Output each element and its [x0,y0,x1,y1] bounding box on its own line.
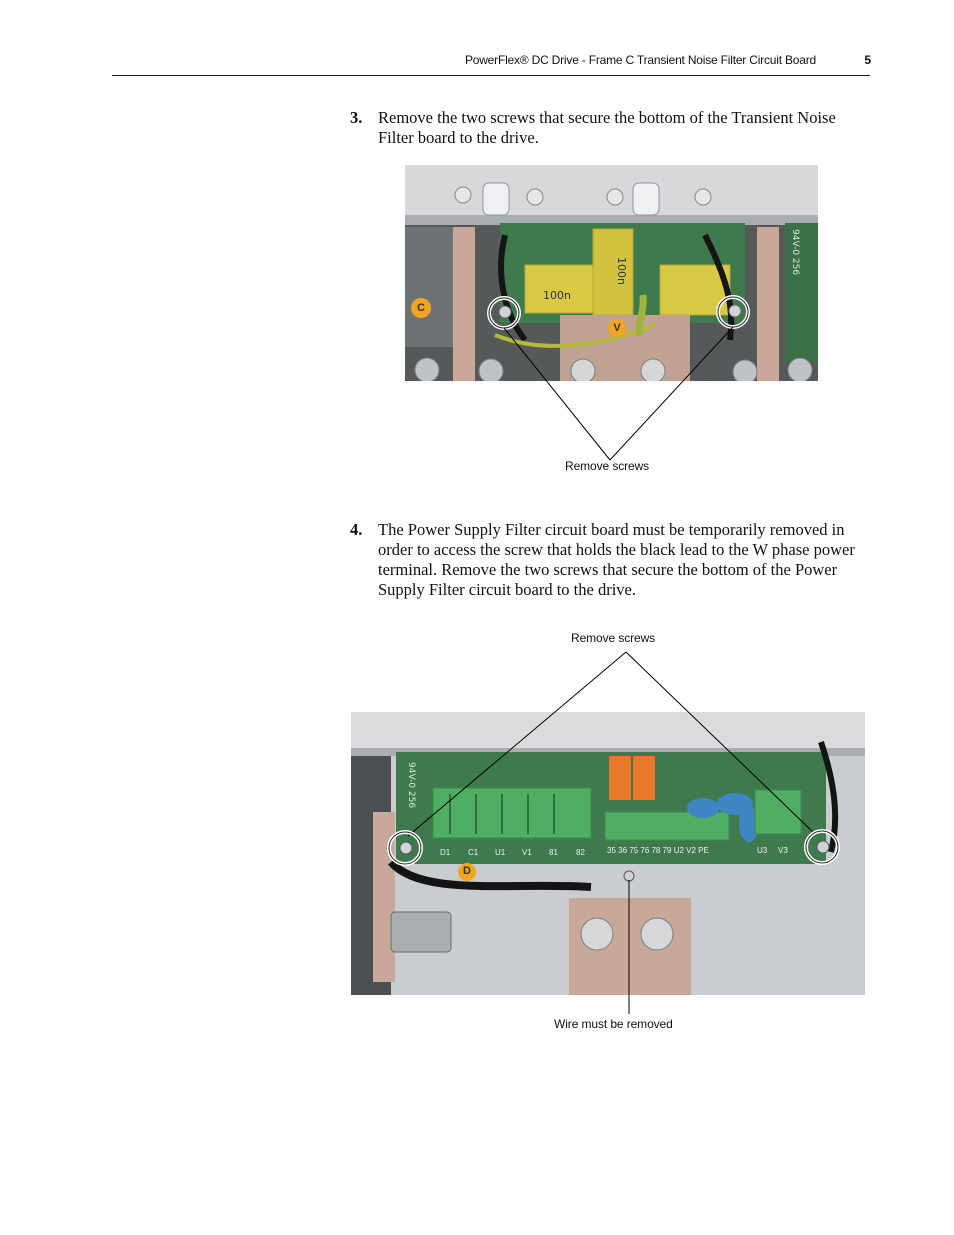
terminal-label: C1 [468,848,479,857]
step-text: The Power Supply Filter circuit board must be temporarily removed in order to access the screw that holds the black lead to the W phase power terminal. Remove the two screws that secure the bottom of the Power Supply Filter circuit board to the drive. [378,520,855,599]
terminal-label: 81 [549,848,558,857]
badge-v: V [613,322,621,334]
step-number: 4. [350,520,363,539]
transient-noise-filter-photo [405,165,818,381]
badge-c: C [417,302,425,314]
running-header-title: PowerFlex® DC Drive - Frame C Transient Noise Filter Circuit Board [464,53,816,67]
terminal-label: D1 [440,848,451,857]
terminal-label: V3 [778,846,788,855]
terminal-label: U3 [757,846,768,855]
step-4 [350,520,875,600]
callout-remove-screws: Remove screws [565,459,650,473]
terminal-label: 35 36 75 76 78 79 U2 V2 PE [607,846,709,855]
terminal-label: U1 [495,848,506,857]
callout-remove-screws: Remove screws [571,631,656,645]
step-text: Remove the two screws that secure the bottom of the Transient Noise Filter board to the drive. [378,108,836,147]
capacitor-label: 100n [615,257,628,285]
badge-d: D [463,865,471,877]
capacitor-label: 100n [543,289,571,302]
terminal-label: 82 [576,848,585,857]
callout-wire-must-be-removed: Wire must be removed [554,1017,673,1031]
header-rule [112,75,870,76]
board-marking: 94V-0 256 [406,762,416,809]
step-3 [350,108,875,148]
page-number: 5 [864,53,871,67]
terminal-label: V1 [522,848,532,857]
step-number: 3. [350,108,363,127]
board-marking: 94V-0 256 [790,229,800,276]
